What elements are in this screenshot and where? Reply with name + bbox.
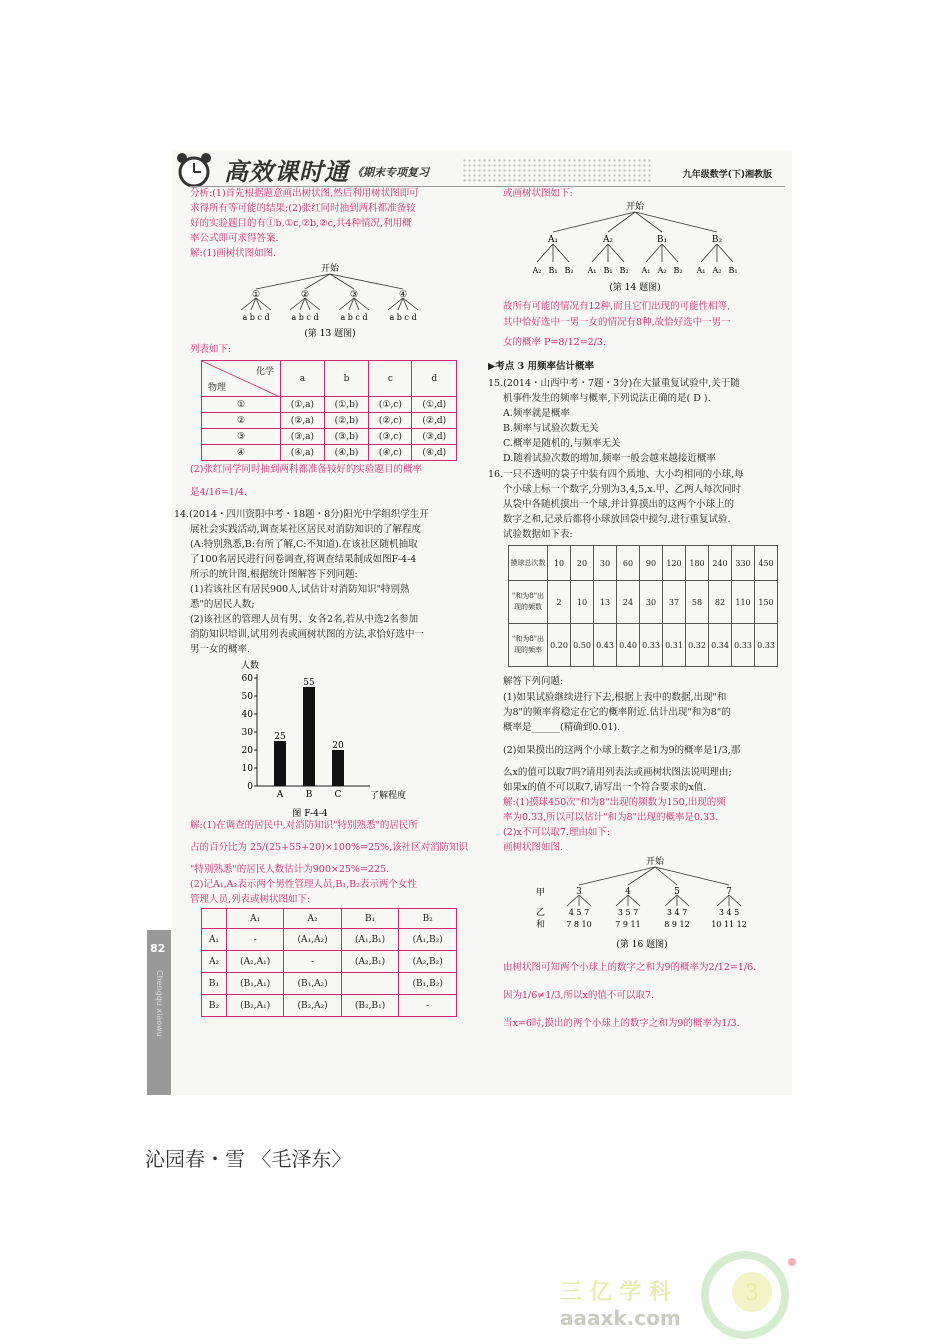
tree13-leaves: a b c d [242,313,270,322]
row-label: 摸球总次数 [509,546,548,581]
tree-diagram-16 [530,855,770,953]
p14-sol-5: 管理人员,列表或树状图如下: [190,894,311,905]
table-row [202,973,457,995]
watermark-url: aaaxk.com [560,1306,681,1330]
tree16-leaves: 3 4 7 [666,908,688,917]
cell: A₁ [202,929,227,951]
y-tick-label: 30 [241,728,253,738]
cell: 0.31 [663,624,686,667]
p16-q-3: 为8"的频率将稳定在它的概率附近.估计出现"和为8"的 [503,707,731,718]
cell: 0.43 [594,624,617,667]
cell: (①,d) [412,397,457,413]
corner-top: 化学 [255,367,274,377]
p14-line-2: 展社会实践活动,调查某社区居民对消防知识的了解程度 [190,524,422,535]
p16-q-5: (2)如果摸出的这两个小球上数字之和为9的概率是1/3,那 [503,745,741,756]
tree16-leaves: 3 5 7 [617,908,639,917]
p16-end-3: 当x=6时,摸出的两个小球上的数字之和为9的概率为1/3. [503,1018,740,1029]
bar-B [303,687,315,786]
tree13-node: ③ [349,290,359,300]
y-tick-label: 60 [241,674,253,684]
cell: - [399,995,457,1017]
cell: (③,c) [369,429,412,445]
logo-title: 高效课时通 [224,158,349,186]
cell: B₁ [202,973,227,995]
p16-line-1: 16.一只不透明的袋子中装有四个质地、大小均相同的小球,每 [488,469,744,480]
col-header: B₁ [341,909,399,929]
p16-sol-2: 率为0.33,所以可以估计"和为8"出现的概率是0.33. [503,812,719,823]
tree13-node: ② [300,290,310,300]
p15-option-d: D.随着试验次数的增加,频率一般会越来越接近概率 [503,453,716,464]
cell: (B₂,A₂) [284,995,341,1017]
tree16-sums: 7 8 10 [566,920,592,929]
cell: 0.20 [548,624,571,667]
col-header: a [281,361,325,397]
tree16-node: 3 [576,887,582,897]
tree14-leaf: A₁ [587,266,597,275]
sidebar-vertical-text: Chengqu xiaowu [155,970,164,1037]
p15-option-b: B.频率与试验次数无关 [503,423,599,434]
cell: 450 [755,546,778,581]
bar-A [274,741,286,786]
p14-tree-label: 或画树状图如下: [503,188,573,199]
cell: - [227,929,284,951]
p13-analysis-4: 率公式即可求得答案. [190,233,279,244]
p13-analysis-3: 好的实验题目的有①b,①c,②b,②c,共4种情况,利用概 [190,218,412,229]
cell: 0.40 [617,624,640,667]
p16-q-4: 概率是______(精确到0.01). [503,722,621,733]
bar-chart [215,656,435,821]
table-16 [508,545,778,667]
cell: A₂ [202,951,227,973]
x-tick-label: B [305,790,313,800]
cell: 10 [548,546,571,581]
data-label: 55 [303,678,315,688]
page-header [172,150,792,188]
cell: (②,b) [324,413,368,429]
tree16-leaves: 3 4 5 [718,908,740,917]
cell: (④,d) [412,445,457,461]
p14-ans-2: 其中恰好选中一男一女的情况有8种,故恰好选中一男一 [503,317,731,328]
tree14-leaf: B₂ [619,266,629,275]
cell: ③ [202,429,281,445]
row-label: "和为8"出现的频数 [509,581,548,624]
header-subtitle: 《期末专项复习 [352,166,429,179]
cell: 150 [755,581,778,624]
cell: 0.33 [640,624,663,667]
cell: (B₁,A₂) [284,973,341,995]
table-corner [202,361,281,397]
tree-diagram-14 [520,200,750,296]
cell: 0.33 [732,624,755,667]
x-tick-label: A [276,790,284,800]
cell: 20 [571,546,594,581]
cell: (A₁,A₂) [284,929,341,951]
tree14-leaf: B₁ [603,266,613,275]
tree16-sums: 8 9 12 [664,920,690,929]
cell: 10 [571,581,594,624]
poem-caption: 沁园春・雪 〈毛泽东〉 [145,1147,352,1171]
p16-end-2: 因为1/6≠1/3,所以x的值不可以取7. [503,990,654,1001]
tree14-leaf: A₁ [696,266,706,275]
p14-line-7: 悉"的居民人数; [190,599,255,610]
p14-ans-1: 故所有可能的情况有12种,而且它们出现的可能性相等, [503,301,731,312]
p14-line-9: 消防知识培训,试用列表或画树状图的方法,求恰好选中一 [190,629,425,640]
cell: 13 [594,581,617,624]
p16-q-2: (1)如果试验继续进行下去,根据上表中的数据,出现"和 [503,692,727,703]
tree16-node: 7 [726,887,732,897]
cell: (③,b) [324,429,368,445]
cell: 0.34 [709,624,732,667]
p16-sol-4: 画树状图如图. [503,842,564,853]
tree14-leaf: B₁ [548,266,558,275]
tree14-caption: (第 14 题图) [609,283,661,293]
tree14-node: B₁ [656,235,668,245]
tree16-leaves: 4 5 7 [568,908,590,917]
tree14-node: A₂ [602,235,614,245]
tree13-node: ④ [398,290,408,300]
cell: (A₂,B₁) [341,951,399,973]
col-header: A₂ [284,909,341,929]
table-row [202,995,457,1017]
table-row [202,397,457,413]
x-tick-label: C [334,790,342,800]
cell: (①,b) [324,397,368,413]
tree14-leaf: B₂ [564,266,574,275]
row-label: "和为8"出现的频率 [509,624,548,667]
p13-answer-1: (2)张红同学同时抽到两科都准备较好的实验题目的概率 [190,464,422,475]
cell: (A₂,A₁) [227,951,284,973]
cell: (①,c) [369,397,412,413]
col-header: B₂ [399,909,457,929]
cell: 37 [663,581,686,624]
cell: (A₁,B₁) [341,929,399,951]
tree13-node: ① [251,290,261,300]
table-row [202,429,457,445]
col-header: d [412,361,457,397]
header-dots [462,158,652,184]
tree14-leaf: B₂ [673,266,683,275]
p16-line-2: 个小球上标一个数字,分别为3,4,5,x.甲、乙两人每次同时 [503,484,742,495]
table-14 [201,908,457,1017]
col-header: c [369,361,412,397]
chart-ylabel: 人数 [241,661,260,671]
list-label: 列表如下: [190,344,232,355]
tree14-node: A₁ [547,235,559,245]
table-13 [201,360,457,461]
tree16-sums: 7 9 11 [615,920,641,929]
tree14-leaf: A₂ [532,266,542,275]
cell: 58 [686,581,709,624]
tree16-node: 4 [625,887,631,897]
data-label: 20 [332,741,344,751]
col-header: b [324,361,368,397]
p16-line-3: 从袋中各随机摸出一个球,并计算摸出的这两个小球上的 [503,499,735,510]
p15-option-c: C.概率是随机的,与频率无关 [503,438,621,449]
y-tick-label: 50 [241,692,253,702]
p14-line-3: (A:特别熟悉,B:有所了解,C:不知道).在该社区随机抽取 [190,539,418,550]
cell: (②,c) [369,413,412,429]
p14-sol-4: (2)记A₁,A₂表示两个男性管理人员,B₁,B₂表示两个女性 [190,879,417,890]
p14-sol-2: 占的百分比为 25/(25+55+20)×100%=25%,该社区对消防知识 [190,842,469,853]
cell: (②,d) [412,413,457,429]
cell: (④,b) [324,445,368,461]
table-row [202,413,457,429]
corner-bottom: 物理 [208,383,227,393]
cell: 82 [709,581,732,624]
tree-start: 开始 [320,264,340,274]
tree-diagram-13 [225,262,435,342]
cell: 180 [686,546,709,581]
tree14-leaf: A₂ [712,266,722,275]
cell: (①,a) [281,397,325,413]
p16-line-4: 数字之和,记录后都将小球放回袋中搅匀,进行重复试验. [503,514,731,525]
table-row [202,445,457,461]
tree13-leaves: a b c d [340,313,368,322]
y-tick-label: 10 [241,764,253,774]
page-sidebar [147,930,171,1095]
table-row [509,546,778,581]
tree14-leaf: A₁ [641,266,651,275]
watermark-logo-icon [690,1240,800,1340]
col-header: A₁ [227,909,284,929]
cell: - [284,951,341,973]
tree14-node: B₂ [711,235,723,245]
p13-analysis-1: 分析:(1)首先根据题意画出树状图,然后利用树状图即可 [190,188,419,199]
tree16-row-label: 乙 [536,908,546,918]
page-number: 82 [150,942,166,955]
cell: 120 [663,546,686,581]
cell: (④,a) [281,445,325,461]
p14-sol-1: 解:(1)在调查的居民中,对消防知识"特别熟悉"的居民所 [190,820,418,831]
cell: 330 [732,546,755,581]
cell: (②,a) [281,413,325,429]
cell: (④,c) [369,445,412,461]
cell: 90 [640,546,663,581]
cell: (B₂,B₁) [341,995,399,1017]
p14-ans-3: 女的概率 P=8/12=2/3. [503,337,606,348]
p15-option-a: A.频率就是概率 [503,408,570,419]
cell: 30 [594,546,617,581]
data-label: 25 [274,732,286,742]
table-row [509,581,778,624]
chart-caption: 图 F-4-4 [292,809,328,819]
cell: (B₂,A₁) [227,995,284,1017]
cell: 0.33 [755,624,778,667]
tree-start: 开始 [645,857,665,867]
p14-line-8: (2)该社区的管理人员有男、女各2名,若从中选2名参加 [190,614,419,625]
p14-line-10: 男一女的概率. [190,644,251,655]
chart-xlabel: 了解程度 [370,791,407,801]
table-row [509,624,778,667]
cell: 0.32 [686,624,709,667]
p16-q-6: 么x的值可以取7吗?请用列表法或画树状图法说明理由; [503,767,732,778]
p16-sol-3: (2)x不可以取7.理由如下: [503,827,611,838]
tree13-caption: (第 13 题图) [304,329,356,339]
header-grade: 九年级数学(下)湘教版 [682,170,772,180]
p14-line-6: (1)若该社区有居民900人,试估计对消防知识"特别熟 [190,584,410,595]
svg-text:3: 3 [745,1281,759,1306]
cell: (③,d) [412,429,457,445]
cell: ② [202,413,281,429]
cell: ① [202,397,281,413]
y-tick-label: 0 [247,782,253,792]
tree16-row-label: 甲 [536,888,546,898]
p14-line-4: 了100名居民进行问卷调查,将调查结果制成如图F-4-4 [190,554,417,565]
bar-C [332,750,344,786]
cell: (B₁,A₁) [227,973,284,995]
tree16-caption: (第 16 题图) [616,940,668,950]
p16-line-5: 试验数据如下表: [503,529,573,540]
tree-start: 开始 [625,202,645,212]
cell: ④ [202,445,281,461]
p16-sol-1: 解:(1)摸球450次"和为8"出现的频数为150,出现的频 [503,797,726,808]
p15-line-1: 15.(2014・山西中考・7题・3分)在大量重复试验中,关于随 [488,378,740,389]
tree13-leaves: a b c d [291,313,319,322]
tree14-leaf: B₁ [728,266,738,275]
cell: 24 [617,581,640,624]
tree16-row-label: 和 [536,920,546,930]
y-tick-label: 20 [241,746,253,756]
table-row [202,951,457,973]
cell: 110 [732,581,755,624]
p16-q-1: 解答下列问题: [503,676,564,687]
tree16-sums: 10 11 12 [711,920,747,929]
p13-solution: 解:(1)画树状图如图. [190,248,277,259]
p16-end-1: 由树状图可知两个小球上的数字之和为9的概率为2/12=1/6. [503,962,757,973]
tree16-node: 5 [674,887,680,897]
cell: (A₁,B₂) [399,929,457,951]
cell: (B₁,B₂) [399,973,457,995]
p13-answer-2: 是4/16=1/4. [190,487,248,498]
watermark-text: 三 亿 学 科 [560,1280,671,1305]
cell: B₂ [202,995,227,1017]
p14-sol-3: "特别熟悉"的居民人数估计为900×25%=225. [190,864,390,875]
cell: 0.50 [571,624,594,667]
cell: 60 [617,546,640,581]
alarm-clock-icon [172,150,218,190]
tree14-leaf: A₂ [657,266,667,275]
p15-line-2: 机事件发生的频率与概率,下列说法正确的是( D ). [503,393,711,404]
cell: (③,a) [281,429,325,445]
cell: (A₂,B₂) [399,951,457,973]
p16-q-7: 如果x的值不可以取7,请写出一个符合要求的x值. [503,782,707,793]
cell: 240 [709,546,732,581]
tree13-leaves: a b c d [389,313,417,322]
y-tick-label: 40 [241,710,253,720]
section-heading: ▶考点 3 用频率估计概率 [488,361,595,372]
table-row [202,929,457,951]
cell: 2 [548,581,571,624]
p14-line-5: 所示的统计图,根据统计图解答下列问题: [190,569,358,580]
cell [341,973,399,995]
cell: 30 [640,581,663,624]
p14-line-1: 14.(2014・四川资阳中考・18题・8分)阳光中学组织学生开 [174,509,429,520]
cell [202,909,227,929]
p13-analysis-2: 求得所有等可能的结果;(2)张红同时抽到两科都准备较 [190,203,416,214]
